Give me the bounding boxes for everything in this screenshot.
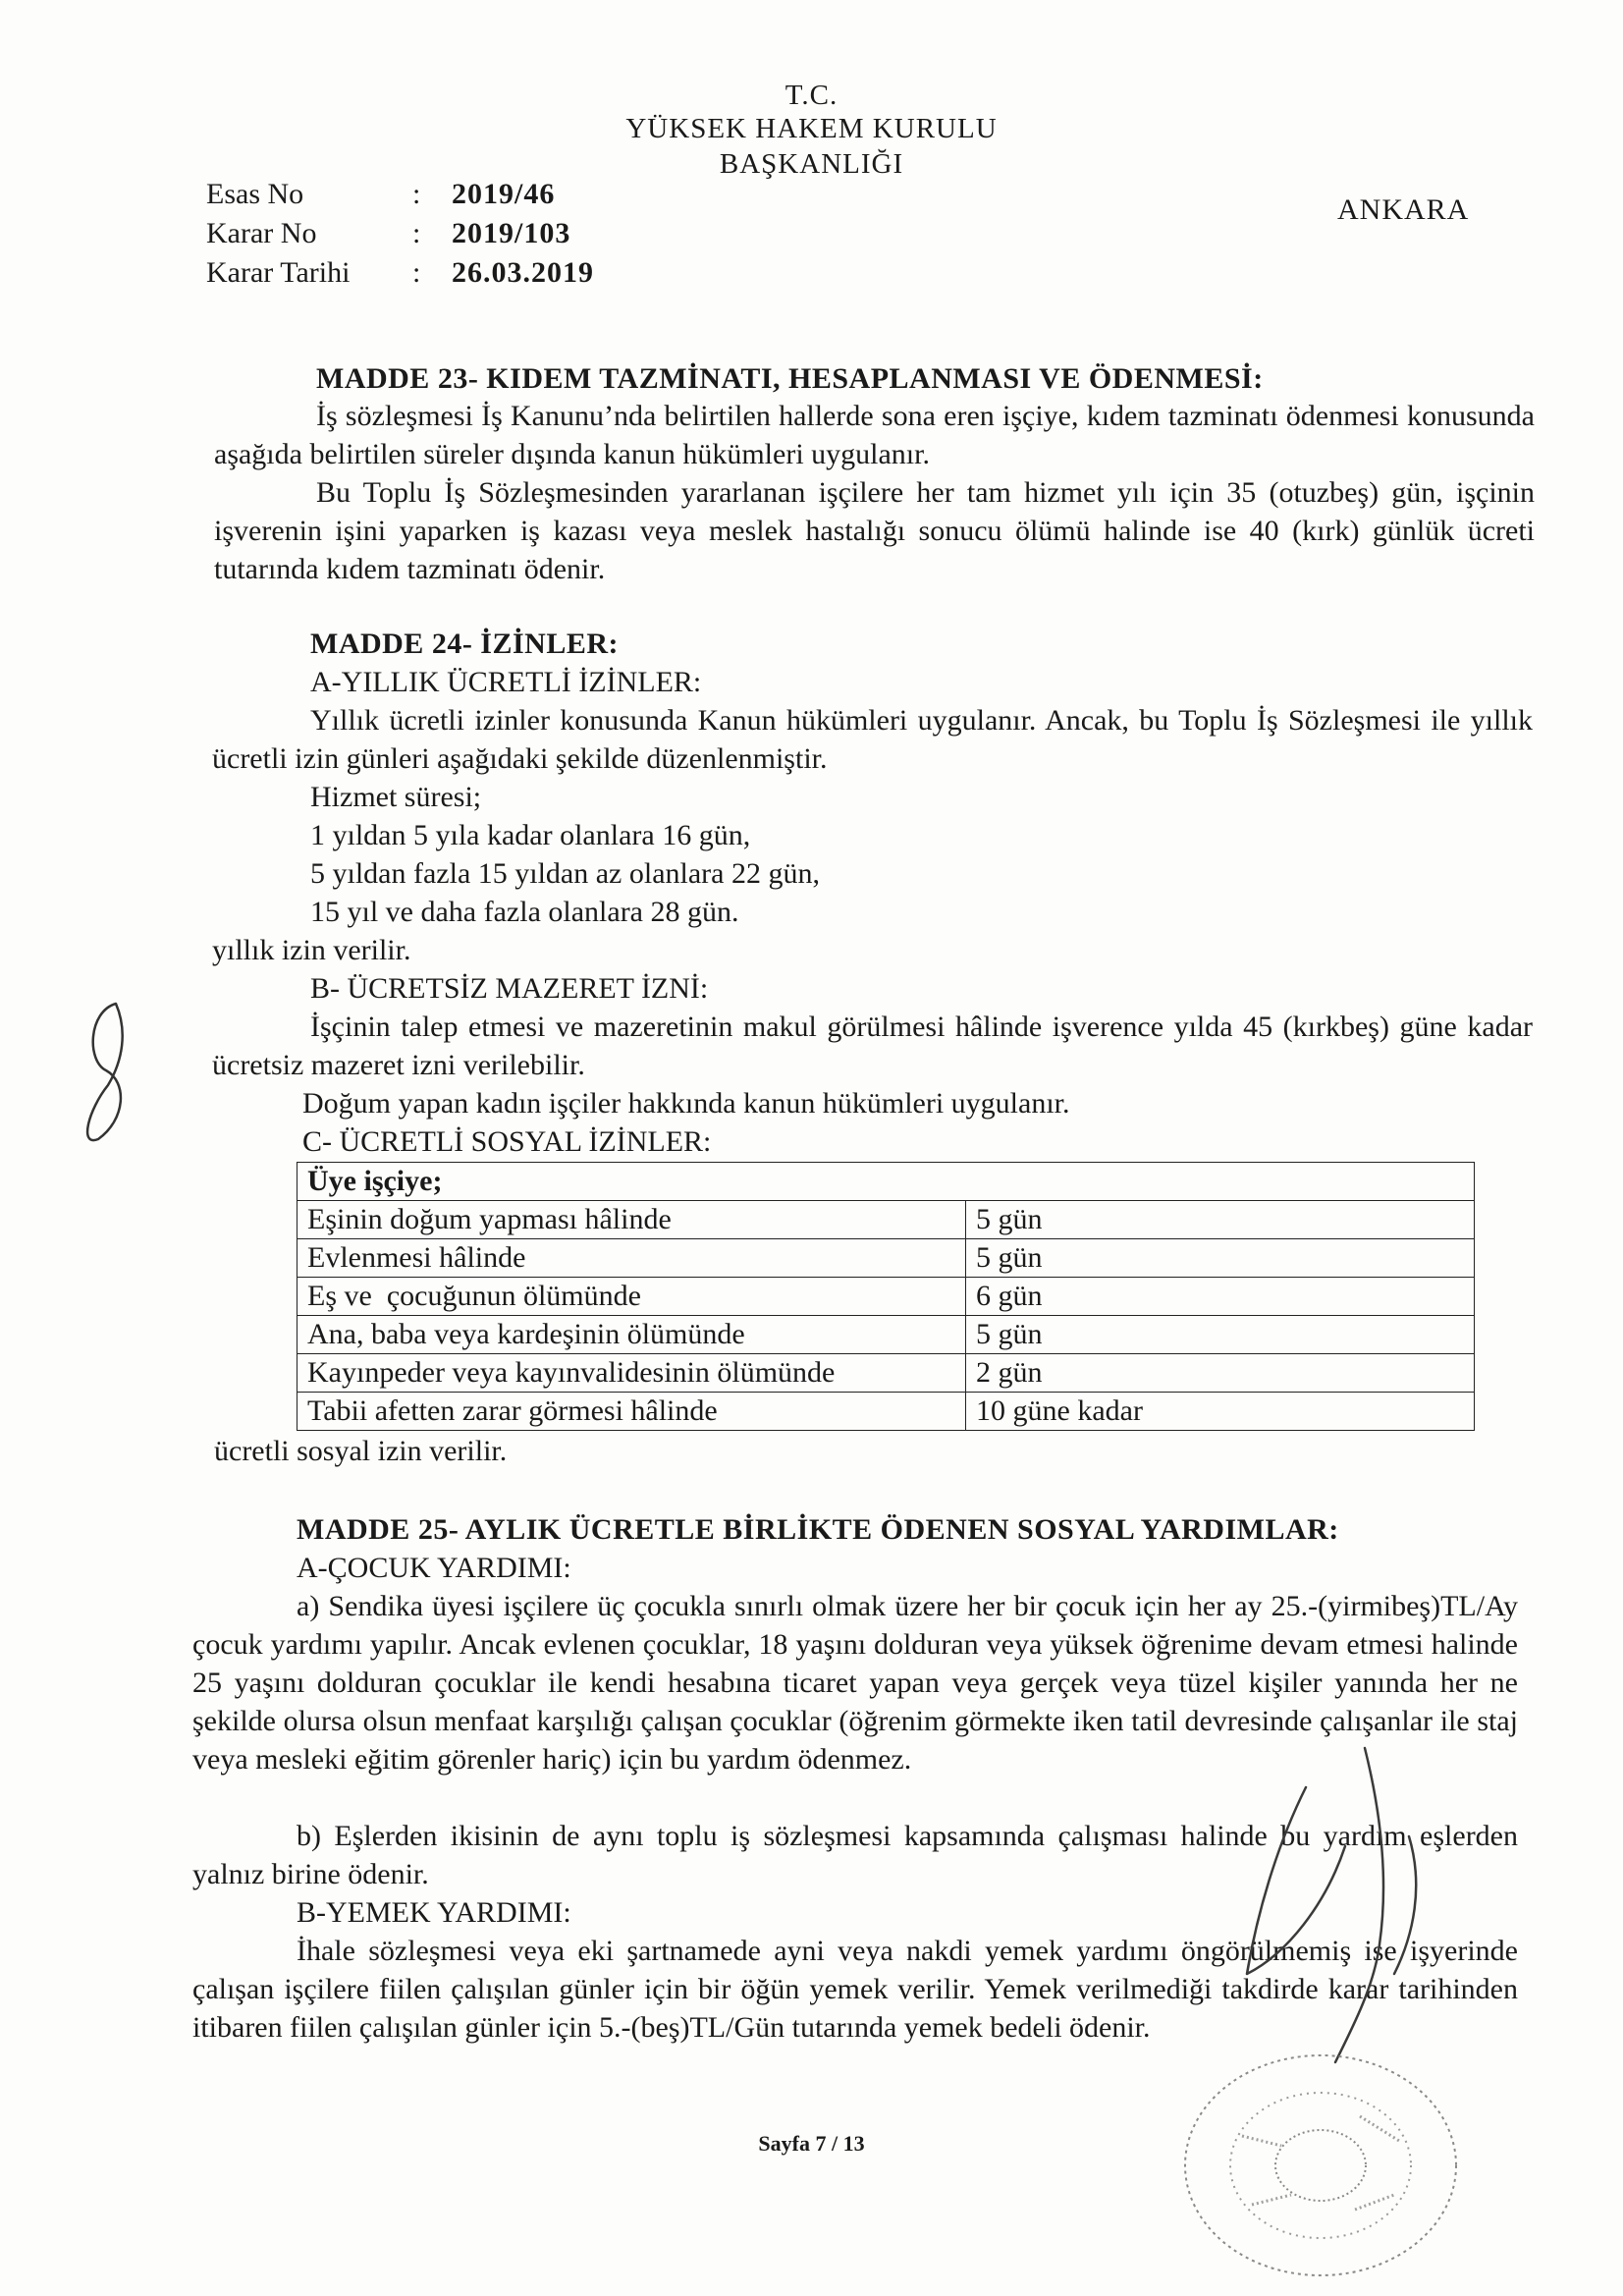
article-25-a-paragraph-1: a) Sendika üyesi işçilere üç çocukla sınırlı olmak üzere her bir çocuk için her ay 25.-(yirmibeş)TL/Ay çocuk yardımı yapılır. Ancak evlenen çocuklar, 18 yaşını dolduran veya yüksek öğrenime devam etmesi halinde 25 yaşını dolduran çocuklar ile kendi hesabına ticaret yapan veya gerçek veya tüzel kişiler yanında her ne şekilde olursa olsun menfaat karşılığı çalışan çocuklar (öğrenim görmekte iken tatil devresinde çalışanlar ile staj veya mesleki eğitim görenler hariç) için bu yardım ödenmez. [192,1590,1518,1776]
article-24-c-closing: ücretli sosyal izin verilir. [214,1435,508,1467]
leave-days-cell: 5 gün [966,1239,1475,1278]
article-23-paragraph-1: İş sözleşmesi İş Kanunu’nda belirtilen hallerde sona eren işçiye, kıdem tazminatı ödenmesi konusunda aşağıda belirtilen süreler dışında kanun hükümleri uygulanır. [214,400,1535,470]
article-24-a-paragraph: Yıllık ücretli izinler konusunda Kanun hükümleri uygulanır. Ancak, bu Toplu İş Sözleşmesi ile yıllık ücretli izin günleri aşağıdaki şekilde düzenlenmiştir. [212,704,1533,775]
article-25-a-title: A-ÇOCUK YARDIMI: [297,1552,571,1584]
leave-days-cell: 5 gün [966,1316,1475,1354]
table-row [298,1239,1475,1278]
article-24-a-line-2: 1 yıldan 5 yıla kadar olanlara 16 gün, [310,819,751,851]
article-25-a-paragraph-2: b) Eşlerden ikisinin de aynı toplu iş sözleşmesi kapsamında çalışması halinde bu yardım eşlerden yalnız birine ödenir. [192,1820,1518,1890]
leave-case-cell: Evlenmesi hâlinde [298,1239,966,1278]
header-institution: YÜKSEK HAKEM KURULU [625,113,998,144]
article-25-b-title: B-YEMEK YARDIMI: [297,1896,571,1929]
meta-row-esas: Esas No : 2019/46 [206,178,556,210]
table-row [298,1393,1475,1431]
table-row [298,1354,1475,1393]
article-24-a-line-4: 15 yıl ve daha fazla olanlara 28 gün. [310,896,739,928]
article-24-a-line-3: 5 yıldan fazla 15 yıldan az olanlara 22 gün, [310,857,820,890]
signature-mark [1217,1728,1473,2082]
article-23-paragraph-2: Bu Toplu İş Sözleşmesinden yararlanan işçilere her tam hizmet yılı için 35 (otuzbeş) gün, işçinin işverenin işini yaparken iş kazası veya meslek hastalığı sonucu ölümü halinde ise 40 (kırk) günlük ücreti tutarında kıdem tazminatı ödenir. [214,476,1535,585]
handwritten-margin-mark [69,992,147,1149]
leave-days-cell: 6 gün [966,1278,1475,1316]
article-24-a-line-1: Hizmet süresi; [310,781,482,813]
meta-row-tarih: Karar Tarihi : 26.03.2019 [206,256,594,289]
header-tc: T.C. [784,80,839,111]
leave-case-cell: Tabii afetten zarar görmesi hâlinde [298,1393,966,1431]
page-number: Sayfa 7 / 13 [758,2131,865,2156]
leave-days-cell: 2 gün [966,1354,1475,1393]
table-row [298,1278,1475,1316]
article-23-title: MADDE 23- KIDEM TAZMİNATI, HESAPLANMASI VE ÖDENMESİ: [316,362,1264,395]
article-24-c-title: C- ÜCRETLİ SOSYAL İZİNLER: [302,1125,712,1158]
header-presidency: BAŞKANLIĞI [719,148,904,180]
table-row [298,1201,1475,1239]
header-city: ANKARA [1337,193,1470,226]
article-24-a-title: A-YILLIK ÜCRETLİ İZİNLER: [310,666,702,698]
case-meta [206,175,594,293]
leave-case-cell: Eşinin doğum yapması hâlinde [298,1201,966,1239]
article-25-b-paragraph: İhale sözleşmesi veya eki şartnamede ayni veya nakdi yemek yardımı öngörülmemiş ise işyerinde çalışan işçilere fiilen çalışılan günler için bir öğün yemek verilir. Yemek verilmediği takdirde karar tarihinden itibaren fiilen çalışılan günler için 5.-(beş)TL/Gün tutarında yemek bedeli ödenir. [192,1935,1518,2044]
social-leave-table [297,1162,1475,1431]
leave-days-cell: 10 güne kadar [966,1393,1475,1431]
meta-row-karar: Karar No : 2019/103 [206,217,571,249]
article-24-b-paragraph-1: İşçinin talep etmesi ve mazeretinin makul görülmesi hâlinde işverence yılda 45 (kırkbeş) güne kadar ücretsiz mazeret izni verilebilir. [212,1011,1533,1081]
leave-case-cell: Eş ve çocuğunun ölümünde [298,1278,966,1316]
official-seal-stamp [1173,2048,1468,2283]
leave-case-cell: Ana, baba veya kardeşinin ölümünde [298,1316,966,1354]
article-24-b-paragraph-2: Doğum yapan kadın işçiler hakkında kanun hükümleri uygulanır. [302,1087,1070,1120]
article-25-title: MADDE 25- AYLIK ÜCRETLE BİRLİKTE ÖDENEN SOSYAL YARDIMLAR: [297,1513,1339,1546]
article-24-b-title: B- ÜCRETSİZ MAZERET İZNİ: [310,972,709,1005]
article-24-a-line-5: yıllık izin verilir. [212,934,411,966]
article-24-title: MADDE 24- İZİNLER: [310,628,620,660]
leave-days-cell: 5 gün [966,1201,1475,1239]
table-header-cell: Üye işçiye; [298,1163,1475,1201]
leave-case-cell: Kayınpeder veya kayınvalidesinin ölümünde [298,1354,966,1393]
table-header-row [298,1163,1475,1201]
table-row [298,1316,1475,1354]
